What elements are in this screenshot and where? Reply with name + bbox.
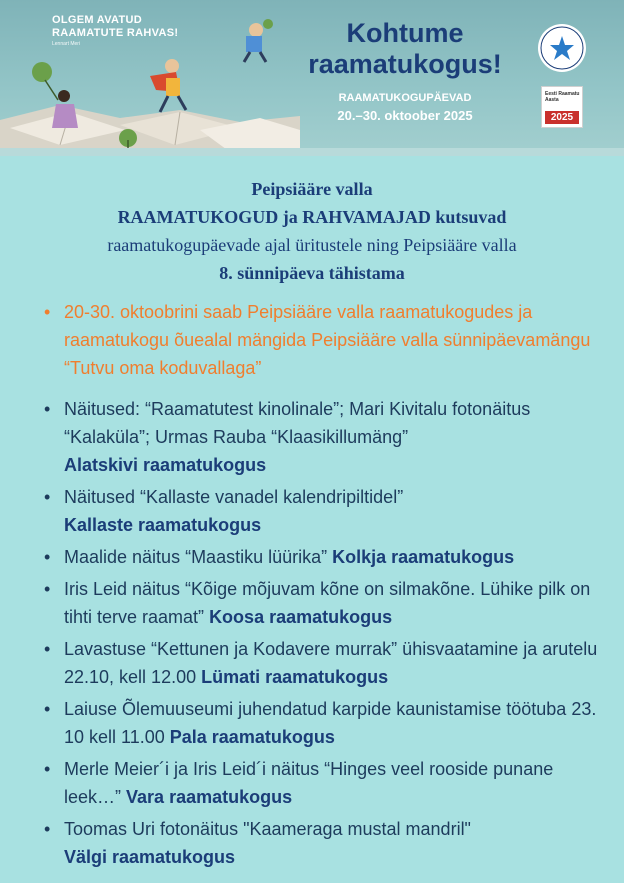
star-logo-icon xyxy=(538,24,586,72)
motto-author: Lennart Meri xyxy=(52,41,81,47)
list-item xyxy=(44,755,614,811)
list-item xyxy=(44,815,614,871)
event-name: RAAMATUKOGUPÄEVAD xyxy=(338,92,472,104)
book-year-logo xyxy=(541,86,583,128)
banner xyxy=(0,0,624,156)
book-year-logo-year: 2025 xyxy=(545,111,579,124)
event-dates: 20.–30. oktoober 2025 xyxy=(337,108,473,123)
headline xyxy=(300,18,510,80)
list-item xyxy=(44,635,614,691)
list-item-text: Merle Meier´i ja Iris Leid´i näitus “Hinges veel rooside punane leek…” xyxy=(64,759,554,807)
bullet-icon: • xyxy=(44,547,51,567)
list-item-text: 20-30. oktoobrini saab Peipsiääre valla raamatukogudes ja raamatukogu õuealal mängida Peipsiääre valla sünnipäevamängu “Tutvu oma koduvallaga” xyxy=(64,302,591,378)
library-name: Kallaste raamatukogus xyxy=(64,515,262,535)
bullet-icon: • xyxy=(44,639,51,659)
list-item-text: Lavastuse “Kettunen ja Kodavere murrak” ühisvaatamine ja arutelu 22.10, kell 12.00 xyxy=(64,639,598,687)
list-item-text: Maalide näitus “Maastiku lüürika” xyxy=(64,547,328,567)
list-item-text: Näitused: “Raamatutest kinolinale”; Mari Kivitalu fotonäitus “Kalaküla”; Urmas Rauba “Klaasikillumäng” xyxy=(64,399,531,447)
library-name: Pala raamatukogus xyxy=(169,727,335,747)
intro-line-2: RAAMATUKOGUD ja RAHVAMAJAD kutsuvad xyxy=(117,207,507,227)
bullet-icon: • xyxy=(44,579,51,599)
event-list xyxy=(44,298,614,875)
intro-line-3: raamatukogupäevade ajal üritustele ning Peipsiääre valla xyxy=(107,235,517,255)
bullet-icon: • xyxy=(44,302,51,322)
library-association-logo xyxy=(538,24,586,72)
library-name: Alatskivi raamatukogus xyxy=(64,455,267,475)
list-item xyxy=(44,543,614,571)
motto-line-2: RAAMATUTE RAHVAS! xyxy=(52,27,179,39)
library-name: Lümati raamatukogus xyxy=(201,667,389,687)
library-name: Kolkja raamatukogus xyxy=(332,547,515,567)
list-item-text: Iris Leid näitus “Kõige mõjuvam kõne on silmakõne. Lühike pilk on tihti terve raamat” xyxy=(64,579,591,627)
list-item-text: Toomas Uri fotonäitus "Kaameraga mustal mandril" xyxy=(64,819,471,839)
motto xyxy=(52,14,178,40)
intro-line-4: 8. sünnipäeva tähistama xyxy=(219,263,405,283)
headline-line-2: raamatukogus! xyxy=(308,49,502,79)
bullet-icon: • xyxy=(44,819,51,839)
list-item xyxy=(44,395,614,479)
list-item xyxy=(44,483,614,539)
bullet-icon: • xyxy=(44,759,51,779)
list-item-text: Näitused “Kallaste vanadel kalendripiltidel” xyxy=(64,487,404,507)
intro xyxy=(0,176,624,287)
list-item xyxy=(44,695,614,751)
headline-line-1: Kohtume xyxy=(346,18,464,48)
library-name: Koosa raamatukogus xyxy=(209,607,393,627)
library-name: Vara raamatukogus xyxy=(126,787,293,807)
library-name: Välgi raamatukogus xyxy=(64,847,236,867)
list-item-text: Laiuse Õlemuuseumi juhendatud karpide kaunistamise töötuba 23. 10 kell 11.00 xyxy=(64,699,597,747)
book-year-logo-text: Eesti Raamatu Aasta xyxy=(545,91,580,103)
intro-line-1: Peipsiääre valla xyxy=(251,179,373,199)
motto-line-1: OLGEM AVATUD xyxy=(52,14,142,26)
bullet-icon: • xyxy=(44,487,51,507)
banner-bottom-edge xyxy=(0,148,624,156)
bullet-icon: • xyxy=(44,699,51,719)
bullet-icon: • xyxy=(44,399,51,419)
list-item xyxy=(44,575,614,631)
list-item xyxy=(44,298,614,382)
